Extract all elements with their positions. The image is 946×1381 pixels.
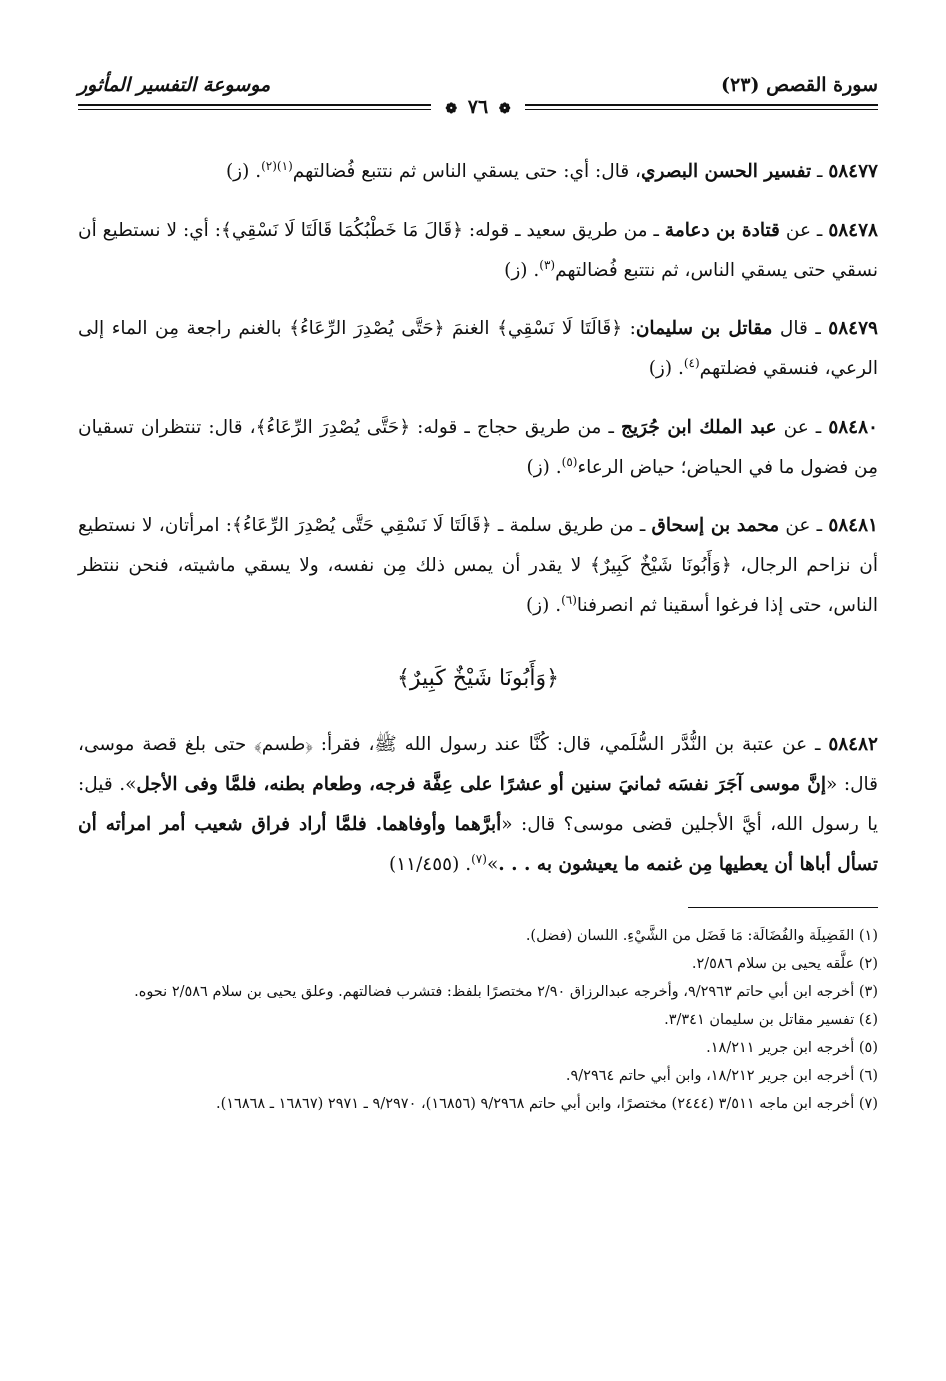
footnote-3: (٣) أخرجه ابن أبي حاتم ٩/٢٩٦٣، وأخرجه عبدالرزاق ٢/٩٠ مختصرًا بلفظ: فتشرب فضالتهم. وعلق يحيى بن سلام ٢/٥٨٦ نحوه. (134, 984, 878, 1000)
entry-number: ٥٨٤٧٧ (828, 161, 878, 182)
entry-text: ، قال: أي: حتى يسقي الناس ثم نتتبع فُضالتهم (292, 161, 642, 182)
surah-title: سورة القصص (٢٣) (721, 74, 878, 96)
entry-author: مقاتل بن سليمان (635, 318, 773, 339)
entry-text: ـ من طريق حجاج ـ قوله: ﴿حَتَّى يُصْدِرَ الرِّعَاءُ﴾، قال: تنتظران تسقيان مِن فضول ما في الحياض؛ حياض الرعاء (78, 416, 878, 478)
entry-end: . (ز) (225, 161, 262, 182)
entry-58482 (78, 725, 878, 885)
hadith-end: . (١١/٤٥٥) (388, 854, 472, 875)
book-title: موسوعة التفسير المأثور (78, 74, 271, 96)
entry-58477 (78, 152, 878, 192)
entry-text: ـ من طريق سلمة ـ ﴿قَالَتَا لَا نَسْقِي حَتَّى يُصْدِرَ الرِّعَاءُ﴾: امرأتان، لا نستطيع أن نزاحم الرجال، ﴿وَأَبُونَا شَيْخٌ كَبِيرٌ﴾ لا يقدر أن يمس ذلك مِن نفسه، ولا يسقي ماشيته، فنحن ننتظر الناس، حتى إذا فرغوا أسقينا ثم انصرفنا (78, 515, 878, 616)
section-heading: ﴿وَأَبُونَا شَيْخٌ كَبِيرٌ﴾ (397, 666, 559, 691)
footnote-4: (٤) تفسير مقاتل بن سليمان ٣/٣٤١. (664, 1012, 878, 1028)
footnote-ref[interactable]: (٥) (561, 454, 578, 469)
entry-author: عبد الملك ابن جُرَيج (621, 416, 777, 438)
entry-number: ٥٨٤٨٢ (828, 734, 878, 755)
entry-end: . (ز) (648, 358, 684, 379)
footnote-1: (١) الفَضِيلَة والفُضَالَة: مَا فَضَل من الشَّيْءِ. اللسان (فضل). (525, 928, 878, 944)
entry-text: ـ من طريق سعيد ـ قوله: ﴿قَالَ مَا خَطْبُكُمَا قَالَتَا لَا نَسْقِي﴾: أي: لا نستطيع أن نسقي حتى يسقي الناس، ثم نتتبع فُضالتهم (78, 219, 878, 281)
footnote-6: (٦) أخرجه ابن جرير ١٨/٢١٢، وابن أبي حاتم ٩/٢٩٦٤. (565, 1068, 878, 1084)
footnote-separator (688, 907, 878, 908)
entry-end: . (ز) (525, 595, 562, 616)
entry-58479 (78, 309, 878, 389)
entry-end: . (ز) (504, 259, 540, 281)
hadith-text-2: ». قيل: يا رسول الله، أيَّ الأجلين قضى موسى؟ قال: « (78, 774, 878, 835)
page-number: ٧٦ (467, 96, 489, 118)
entry-author: محمد بن إسحاق (651, 515, 780, 536)
ornament-icon: ❁ (498, 101, 511, 117)
hadith-quote-2: أبرَّهما وأوفاهما. فلمَّا أراد فراق شعيب أمر امرأته أن تسأل أباها أن يعطيها مِن غنمه ما يعيشون به . . . (78, 814, 878, 875)
page (78, 60, 878, 1118)
footnote-7: (٧) أخرجه ابن ماجه ٣/٥١١ (٢٤٤٤) مختصرًا، وابن أبي حاتم ٩/٢٩٦٨ (١٦٨٥٦)، ٩/٢٩٧٠ ـ ٢٩٧١ (١٦٨٦٧ ـ ١٦٨٦٨). (215, 1096, 878, 1112)
entry-text: : ﴿قَالَتَا لَا نَسْقِي﴾ الغنمَ ﴿حَتَّى يُصْدِرَ الرِّعَاءُ﴾ بالغنم راجعة مِن الماء إلى الرعي، فنسقي فضلتهم (78, 318, 878, 379)
entry-lead: ـ عن (776, 416, 822, 438)
entry-lead: ـ عن (779, 219, 823, 241)
entry-lead: ـ عن (779, 515, 823, 536)
entry-58480 (78, 408, 878, 488)
entry-number: ٥٨٤٨٠ (828, 416, 878, 438)
entry-lead: ـ قال (772, 318, 821, 339)
page-number-wrap (78, 94, 878, 122)
entry-dash: ـ (811, 161, 823, 182)
footnote-5: (٥) أخرجه ابن جرير ١٨/٢١١. (706, 1040, 878, 1056)
page-header (78, 60, 878, 118)
entry-58478 (78, 211, 878, 291)
hadith-quote-1: إنَّ موسى آجَرَ نفسَه ثمانيَ سنين أو عشرًا على عِفَّة فرجه، وطعام بطنه، فلمَّا وفى الأجل (136, 774, 826, 795)
footnote-ref[interactable]: (٣) (539, 257, 556, 272)
entry-author: تفسير الحسن البصري (641, 161, 812, 182)
page-number-box (431, 94, 524, 122)
entry-number: ٥٨٤٨١ (828, 515, 878, 536)
entries (78, 152, 878, 626)
entry-end: . (ز) (526, 456, 562, 478)
entry-author: قتادة بن دعامة (664, 219, 780, 241)
ornament-icon: ❁ (445, 101, 458, 117)
footnotes (78, 922, 878, 1118)
footnote-2: (٢) علَّقه يحيى بن سلام ٢/٥٨٦. (691, 956, 878, 972)
footnote-ref[interactable]: (١)(٢) (261, 158, 293, 173)
entry-58481 (78, 506, 878, 626)
footnote-ref[interactable]: (٧) (471, 851, 487, 866)
entry-number: ٥٨٤٧٩ (828, 318, 878, 339)
footnote-ref[interactable]: (٤) (683, 355, 700, 370)
entry-number: ٥٨٤٧٨ (828, 219, 878, 241)
hadith-text-1: ـ عن عتبة بن النُّدَّر السُّلَمي، قال: كُنَّا عند رسول الله ﷺ، فقرأ: ﴿طسم﴾ حتى بلغ قصة موسى، قال: « (78, 734, 879, 795)
footnote-ref[interactable]: (٦) (561, 592, 577, 607)
hadith-text-3: » (486, 854, 499, 875)
